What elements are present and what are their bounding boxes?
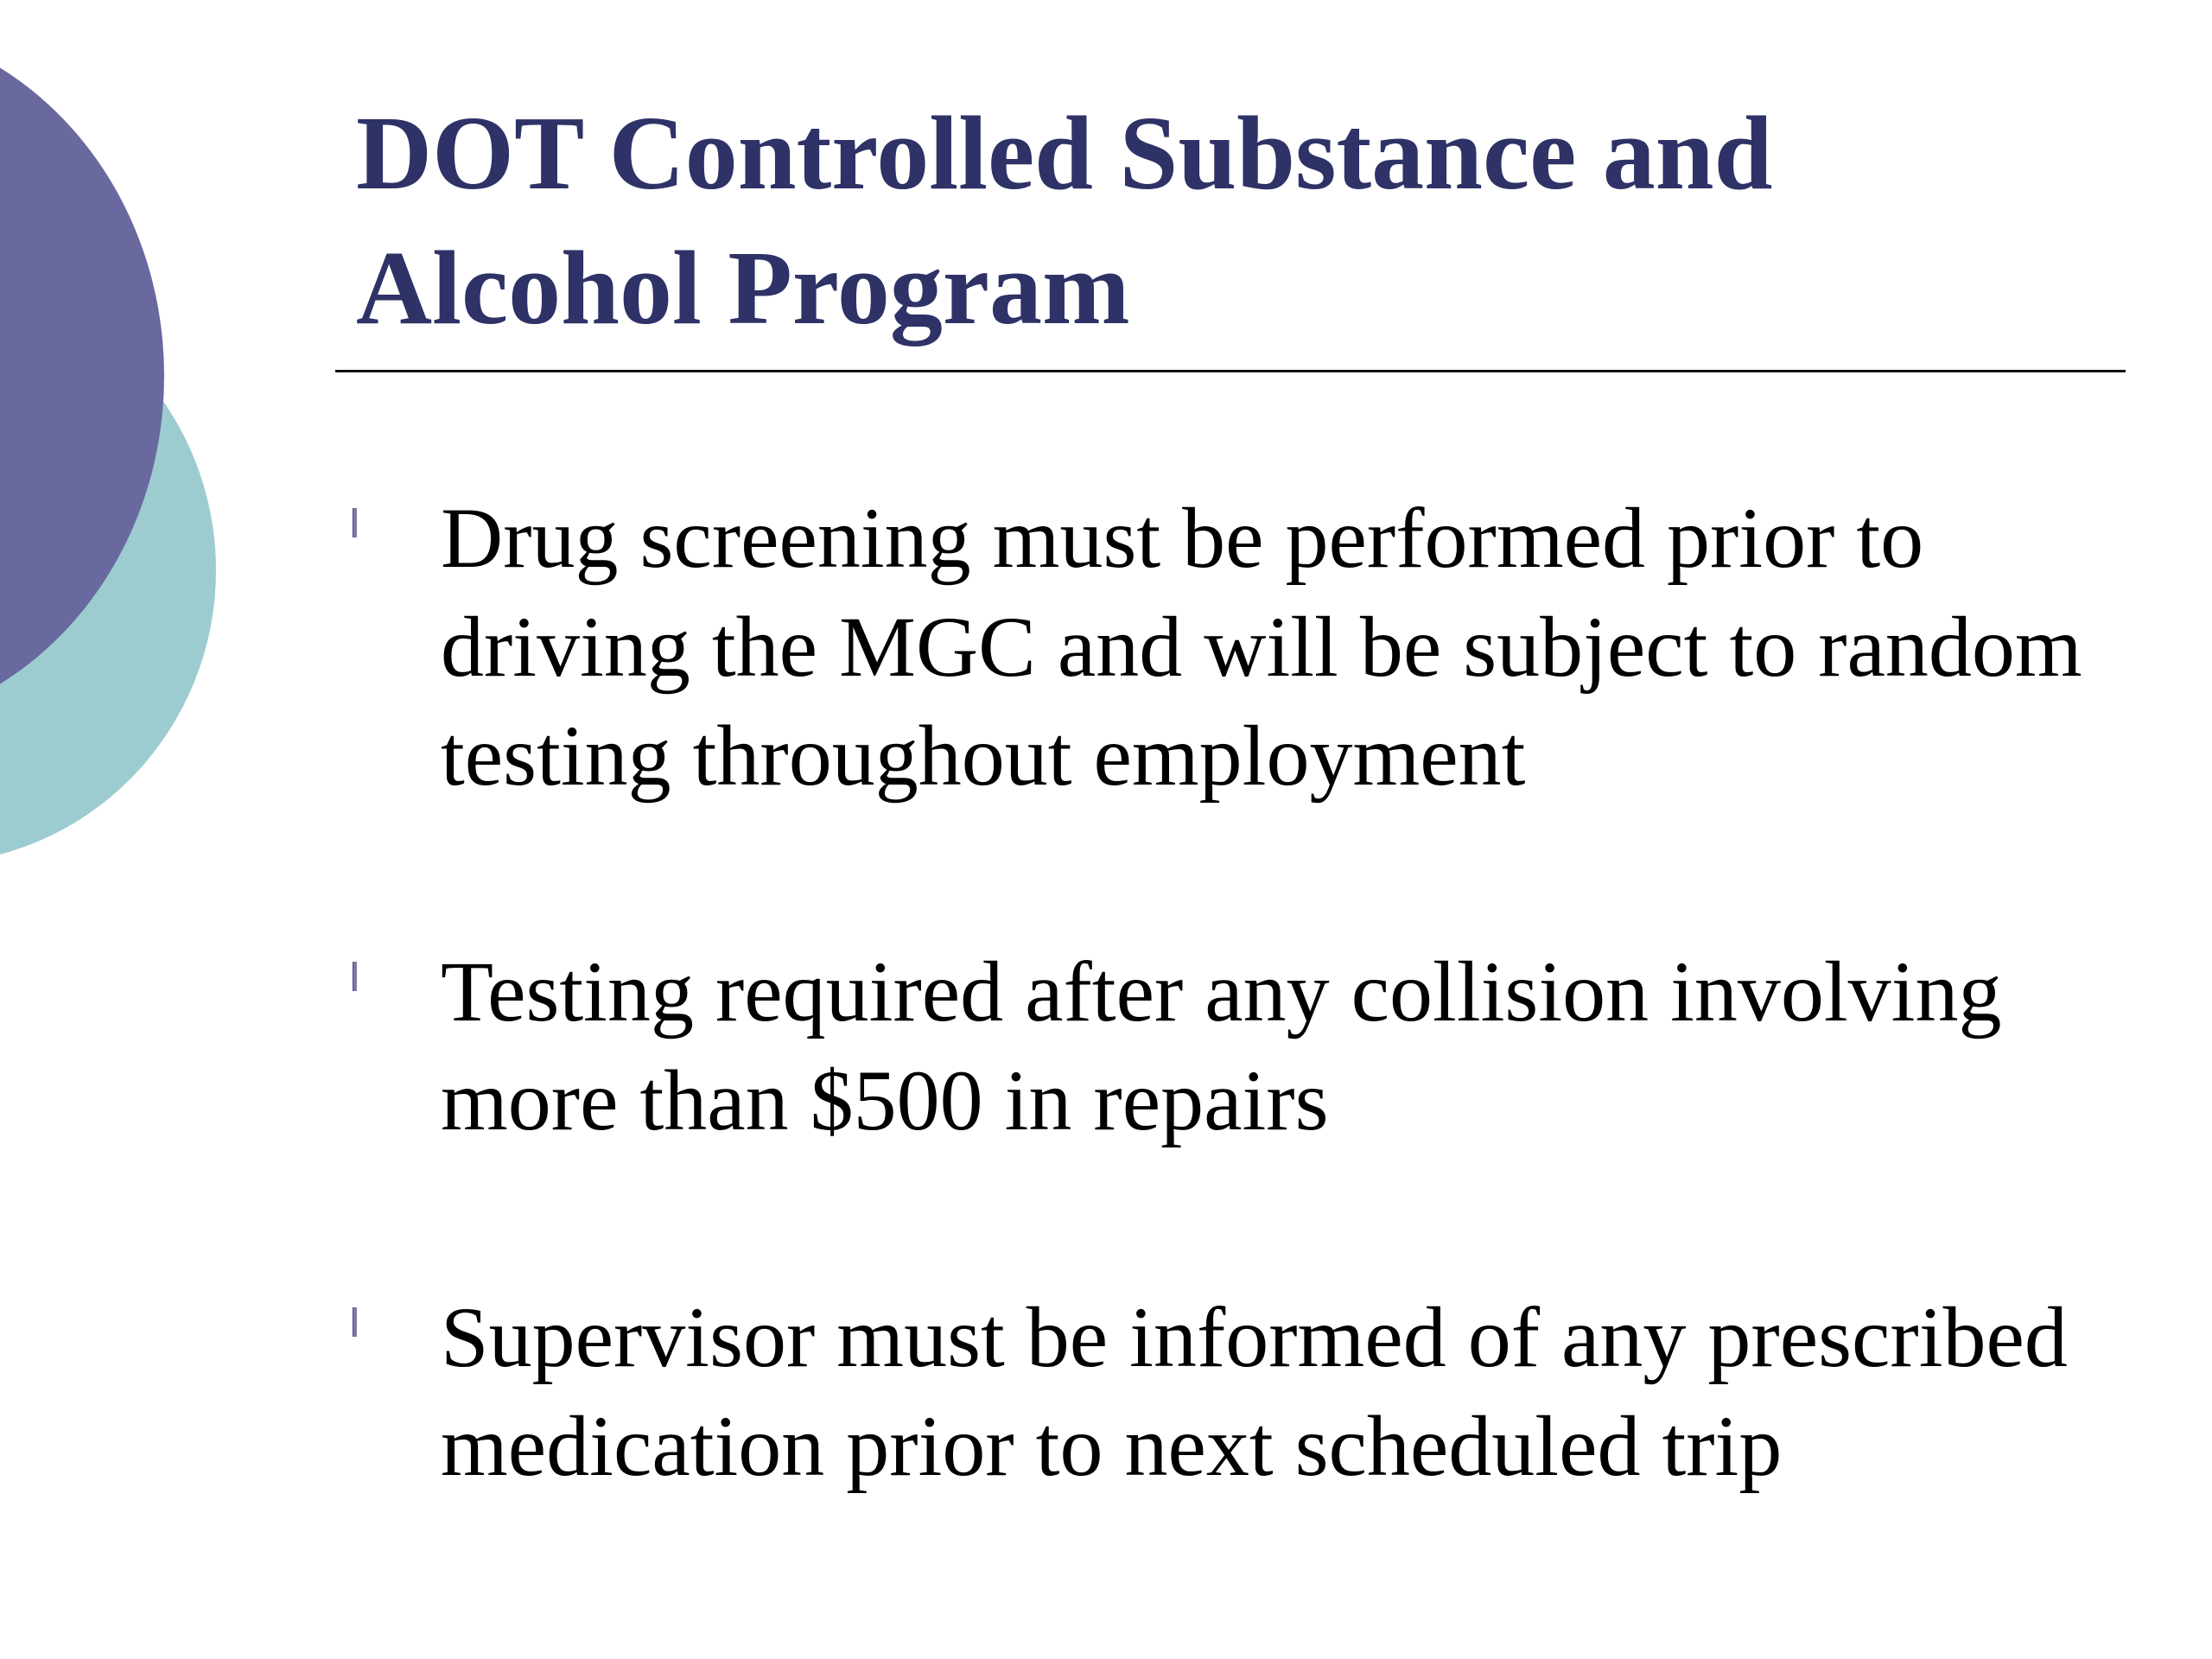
bullet-text: Testing required after any collision involving more than $500 in repairs xyxy=(441,944,2002,1148)
bullet-marker-icon xyxy=(353,1307,357,1337)
bullet-marker-icon xyxy=(353,962,357,991)
bullet-text: Drug screening must be performed prior to driving the MGC and will be subject to random testing throughout employment xyxy=(441,490,2082,804)
bullet-marker-icon xyxy=(353,508,357,537)
title-divider xyxy=(335,370,2126,372)
slide-title: DOT Controlled Substance and Alcohol Program xyxy=(356,95,1773,346)
bullet-text: Supervisor must be informed of any prescribed medication prior to next scheduled trip xyxy=(441,1289,2068,1494)
